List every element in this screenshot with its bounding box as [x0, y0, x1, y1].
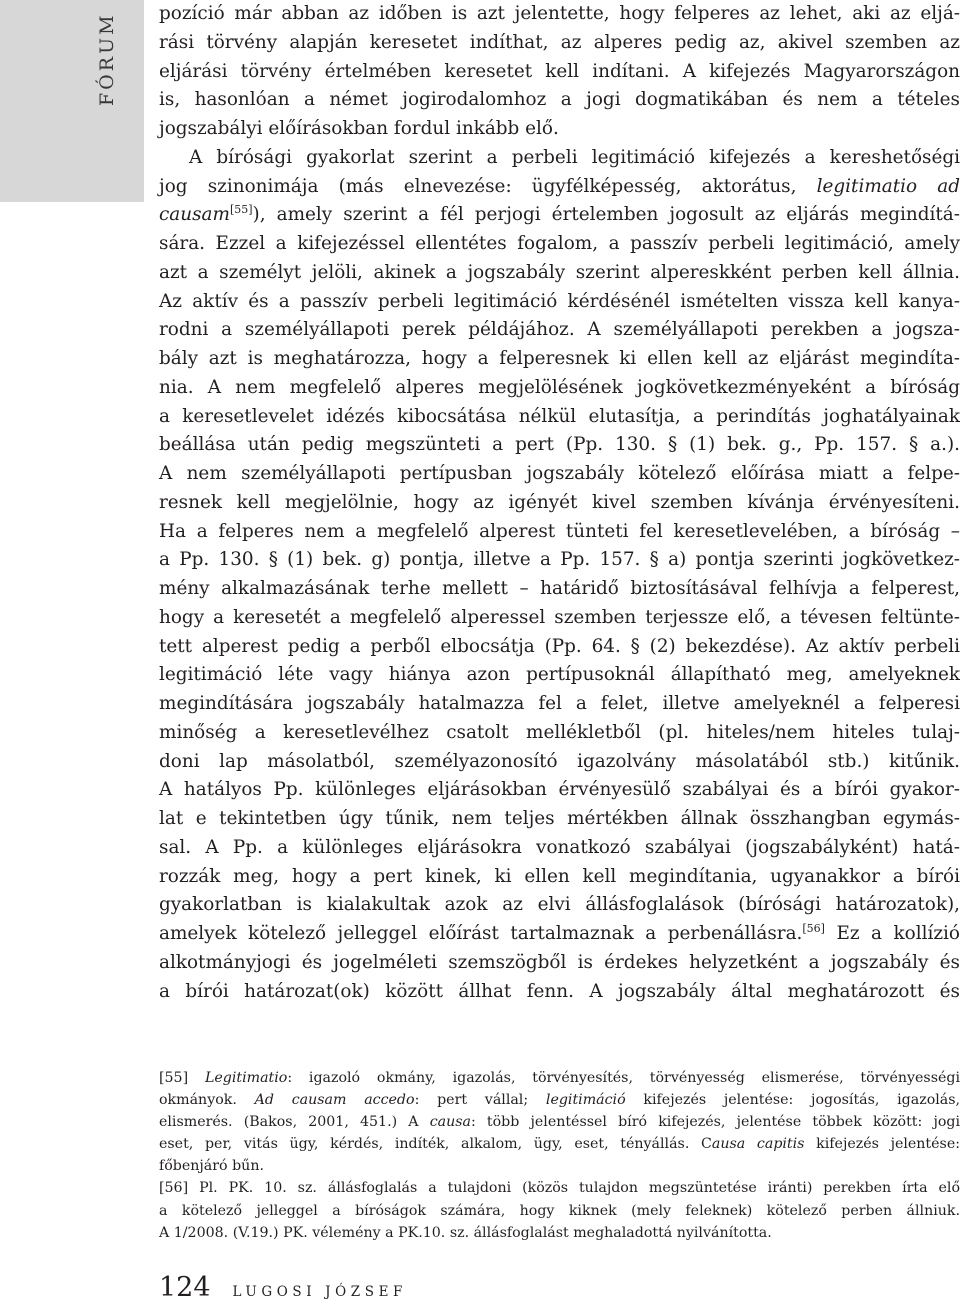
italic-term: Legitimatio	[204, 1070, 288, 1086]
text-fragment: eset, per, vitás ügy, kérdés, indíték, alkalom, ügy, eset, tényállás. C	[159, 1136, 712, 1153]
text-line: is, hasonlóan a német jogirodalomhoz a jogi dogmatikában és nem a tételes	[159, 89, 960, 111]
text-line: Az aktív és a passzív perbeli legitimáció kérdésénél ismételten vissza kell kanya-	[159, 290, 960, 312]
text-line: A nem személyállapoti pertípusban jogszabály kötelező előírása miatt a felpe-	[159, 463, 960, 484]
text-fragment: Pl. PK. 10. sz. állásfoglalás a tulajdoni (közös tulajdon megszüntetése iránti) perekben írta elő	[199, 1180, 960, 1197]
text-line: pozíció már abban az időben is azt jelentette, hogy felperes az lehet, aki az eljá-	[159, 3, 960, 24]
page-number: 124	[159, 1272, 211, 1303]
main-text	[159, 0, 960, 1006]
text-line: mény alkalmazásának terhe mellett – határidő biztosításával felhívja a felperest,	[159, 578, 960, 599]
footnote-marker: [56]	[159, 1180, 189, 1197]
text-line: azt a személyt jelöli, akinek a jogszabály szerint alpereskként perben kell állnia.	[159, 261, 960, 283]
text-line: a Pp. 130. § (1) bek. g) pontja, illetve a Pp. 157. § a) pontja szerinti jogkövetkez-	[159, 549, 960, 571]
text-line: hogy a keresetét a megfelelő alperessel szemben terjessze elő, a tévesen feltünte-	[159, 606, 960, 628]
text-line: doni lap másolatból, személyazonosító igazolvány másolatából stb.) kitűnik.	[159, 750, 960, 772]
text-fragment: kifejezés jelentése: jogosítás, igazolás,	[643, 1092, 960, 1109]
text-fragment: : több jelentéssel bíró kifejezés, jelentése többek között: jogi	[470, 1114, 960, 1131]
section-tab	[0, 0, 144, 202]
text-line: sára. Ezzel a kifejezéssel ellentétes fogalom, a passzív perbeli legitimáció, amely	[159, 233, 960, 254]
italic-term: legitimatio ad	[816, 175, 960, 197]
italic-term: legitimáció	[545, 1092, 626, 1109]
text-line: megindítására jogszabály hatalmazza fel a felet, illetve amelyeknél a felperesi	[159, 693, 960, 714]
footnotes	[159, 1067, 960, 1244]
text-line: eljárási törvény értelmében keresetet kell indítani. A kifejezés Magyarországon	[159, 60, 960, 82]
text-fragment: : pert vállal;	[414, 1092, 529, 1109]
footnote-ref[interactable]: [56]	[802, 922, 825, 935]
text-line	[159, 201, 960, 230]
text-fragment: kifejezés jelentése:	[816, 1136, 960, 1153]
footnote-marker: [55]	[159, 1070, 189, 1086]
text-line	[159, 920, 960, 949]
text-line: A bírósági gyakorlat szerint a perbeli legitimáció kifejezés a kereshetőségi	[189, 146, 960, 168]
footnote-line	[159, 1111, 960, 1133]
section-label: FÓRUM	[96, 12, 118, 106]
text-line: lat e tekintetben úgy tűnik, nem teljes mértékben állnak összhangban egymás-	[159, 808, 960, 829]
text-fragment: okmányok.	[159, 1092, 237, 1109]
text-fragment: jog szinonimája (más elnevezése: ügyfélképesség, aktorátus,	[159, 175, 797, 197]
text-line: alkotmányjogi és jogelméleti szemszögből is érdekes helyzetként a jogszabály és	[159, 951, 960, 973]
italic-term: Ad causam accedo	[254, 1092, 415, 1109]
text-line: rozzák meg, hogy a pert kinek, ki ellen kell megindítania, ugyanakkor a bírói	[159, 865, 960, 887]
text-line: beállása után pedig megszünteti a pert (Pp. 130. § (1) bek. g., Pp. 157. § a.).	[159, 434, 960, 456]
footnote-56	[159, 1177, 960, 1199]
italic-term: causa	[429, 1114, 471, 1131]
footnote-55	[159, 1067, 960, 1089]
text-line: a bírói határozat(ok) között állhat fenn. A jogszabály által meghatározott és	[159, 980, 960, 1002]
text-line: bály azt is meghatározza, hogy a felperesnek ki ellen kell az eljárást megindíta-	[159, 348, 960, 369]
text-line: legitimáció léte vagy hiánya azon pertípusoknál állapítható meg, amelyeknek	[159, 664, 960, 686]
text-fragment: amelyek kötelező jelleggel előírást tartalmaznak a perbenállásra.	[159, 923, 803, 944]
text-line: Ha a felperes nem a megfelelő alperest tünteti fel keresetlevelében, a bíróság –	[159, 520, 960, 542]
text-fragment: ), amely szerint a fél perjogi értelemben jogosult az eljárás megindítá-	[252, 204, 960, 226]
text-fragment: Ez a kollízió	[824, 923, 960, 944]
text-fragment: : igazoló okmány, igazolás, törvényesítés, törvényesség elismerése, törvényességi	[287, 1070, 960, 1086]
text-line: A hatályos Pp. különleges eljárásokban érvényesülő szabályai és a bírói gyakor-	[159, 779, 960, 801]
footnote-line: főbenjáró bűn.	[159, 1158, 264, 1175]
text-line: minőség a keresetlevélhez csatolt mellékletből (pl. hiteles/nem hiteles tulaj-	[159, 721, 960, 743]
footnote-line	[159, 1133, 960, 1155]
text-line: a keresetlevelet idézés kibocsátása nélkül elutasítja, a perindítás joghatályainak	[159, 405, 960, 427]
text-line: rodni a személyállapoti perek példájához. A személyállapoti perekben a jogsza-	[159, 319, 960, 341]
italic-term: ausa capitis	[711, 1136, 805, 1153]
text-line: tett alperest pedig a perből elbocsátja (Pp. 64. § (2) bekezdése). Az aktív perbeli	[159, 635, 960, 657]
footnote-ref[interactable]: [55]	[229, 203, 253, 217]
text-line: rási törvény alapján keresetet indíthat, az alperes pedig az, akivel szemben az	[159, 31, 960, 53]
text-line: resnek kell megjelölnie, hogy az igényét kivel szemben kívánja érvényesíteni.	[159, 491, 960, 513]
text-line: jogszabályi előírásokban fordul inkább elő.	[159, 118, 559, 139]
author-name: LUGOSI JÓZSEF	[232, 1284, 408, 1300]
page-footer	[159, 1272, 407, 1312]
footnote-line	[159, 1089, 960, 1111]
footnote-line: a kötelező jelleggel a bíróságok számára, hogy kiknek (mely feleknek) kötelező perben állniuk.	[159, 1202, 960, 1219]
text-fragment: elismerés. (Bakos, 2001, 451.) A	[159, 1114, 419, 1131]
text-line: nia. A nem megfelelő alperes megjelölésének jogkövetkezményeként a bíróság	[159, 376, 960, 398]
text-line	[159, 173, 960, 202]
text-line: sal. A Pp. a különleges eljárásokra vonatkozó szabályai (jogszabályként) hatá-	[159, 836, 960, 858]
italic-term: causam	[159, 204, 230, 226]
text-line: gyakorlatban is kialakultak azok az elvi állásfoglalások (bírósági határozatok),	[159, 894, 960, 916]
footnote-line: A 1/2008. (V.19.) PK. vélemény a PK.10. sz. állásfoglalást meghaladottá nyilvánította.	[159, 1224, 772, 1241]
